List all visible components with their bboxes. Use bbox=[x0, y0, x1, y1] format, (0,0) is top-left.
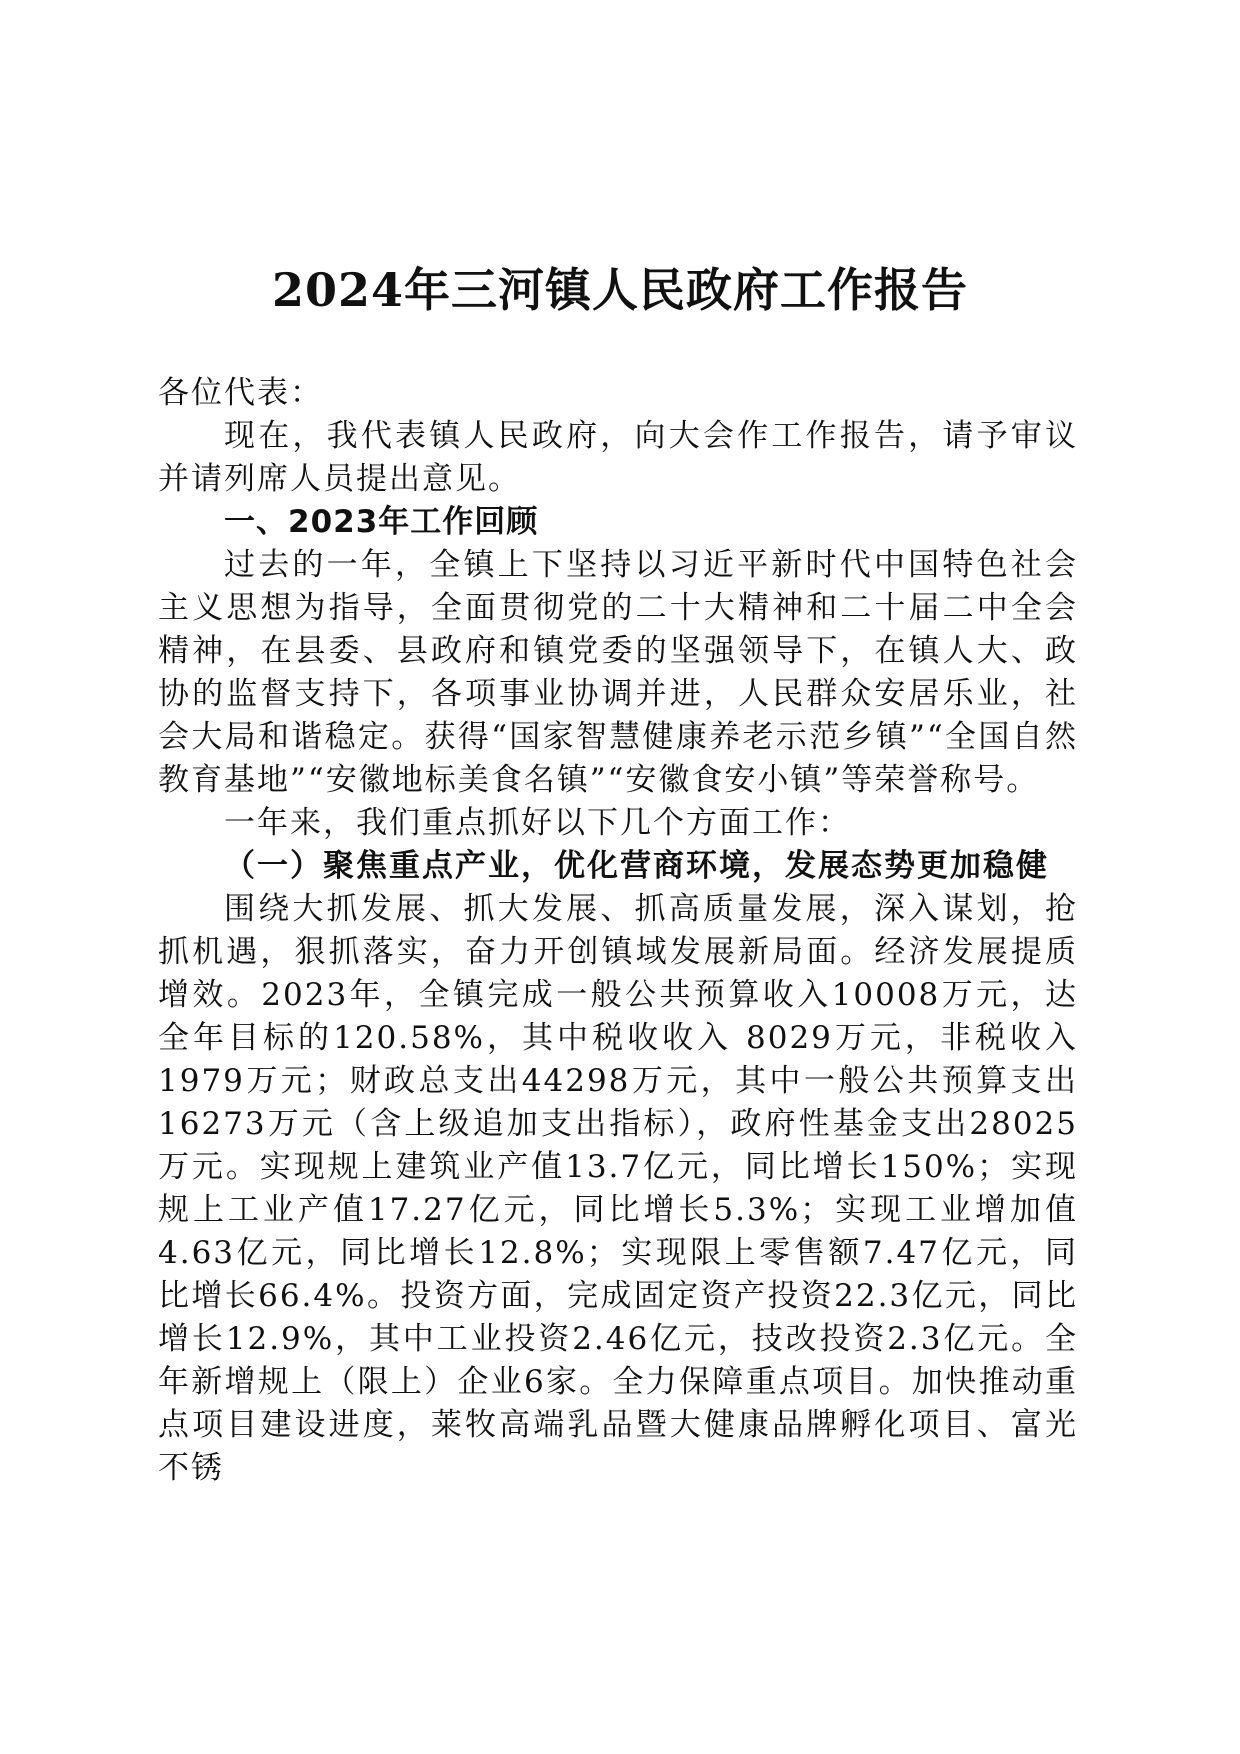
section-heading: 一、2023年工作回顾 bbox=[224, 504, 539, 540]
document-title: 2024年三河镇人民政府工作报告 bbox=[271, 263, 969, 317]
salutation: 各位代表： bbox=[158, 375, 323, 411]
review-paragraph: 过去的一年，全镇上下坚持以习近平新时代中国特色社会主义思想为指导，全面贯彻党的二十大精神和二十届二中全会精神，在县委、县政府和镇党委的坚强领导下，在镇人大、政协的监督支持下，各项事业协调并进，人民群众安居乐业，社会大局和谐稳定。获得“国家智慧健康养老示范乡镇”“全国自然教育基地”“安徽地标美食名镇”“安徽食安小镇”等荣誉称号。 bbox=[158, 547, 1078, 798]
economy-paragraph: 围绕大抓发展、抓大发展、抓高质量发展，深入谋划，抢抓机遇，狠抓落实，奋力开创镇域发展新局面。经济发展提质增效。2023年，全镇完成一般公共预算收入10008万元，达全年目标的120.58%，其中税收收入 8029万元，非税收入1979万元；财政总支出44298万元，其中一般公共预算支出16273万元（含上级追加支出指标），政府性基金支出28025万元。实现规上建筑业产值13.7亿元，同比增长150%；实现规上工业产值17.27亿元，同比增长5.3%；实现工业增加值4.63亿元，同比增长12.8%；实现限上零售额7.47亿元，同比增长66.4%。投资方面，完成固定资产投资22.3亿元，同比增长12.9%，其中工业投资2.46亿元，技改投资2.3亿元。全年新增规上（限上）企业6家。全力保障重点项目。加快推动重点项目建设进度，莱牧高端乳品暨大健康品牌孵化项目、富光不锈 bbox=[158, 891, 1078, 1486]
subsection-heading: （一）聚焦重点产业，优化营商环境，发展态势更加稳健 bbox=[224, 848, 1049, 884]
document-body bbox=[158, 372, 1078, 1490]
intro-paragraph: 现在，我代表镇人民政府，向大会作工作报告，请予审议并请列席人员提出意见。 bbox=[158, 418, 1078, 497]
work-summary-paragraph: 一年来，我们重点抓好以下几个方面工作： bbox=[224, 805, 851, 841]
